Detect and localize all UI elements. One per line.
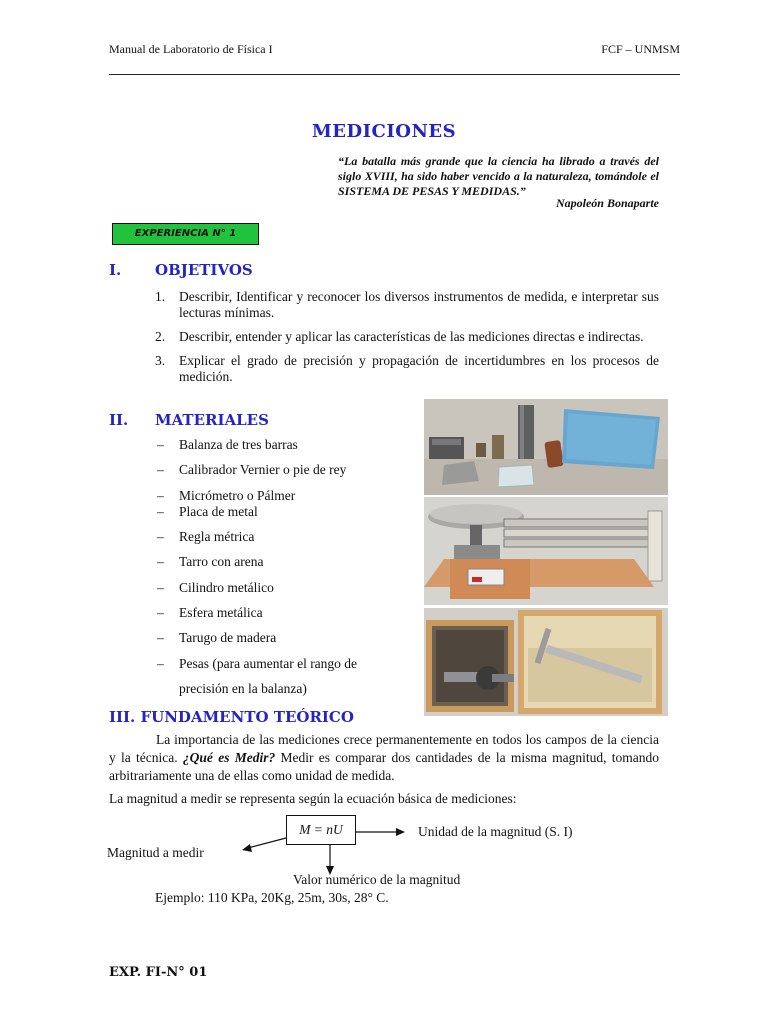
header-left: Manual de Laboratorio de Física I [109, 42, 273, 56]
material-item: – Regla métrica [157, 529, 255, 544]
example-line: Ejemplo: 110 KPa, 20Kg, 25m, 30s, 28° C. [155, 890, 389, 905]
section-title-materiales: MATERIALES [155, 411, 269, 429]
material-item: – Cilindro metálico [157, 580, 274, 595]
balance-photo [424, 497, 668, 605]
page-title: MEDICIONES [311, 121, 457, 142]
material-item: – Placa de metal [157, 504, 258, 519]
material-item: – Pesas (para aumentar el rango de [157, 656, 358, 671]
footer-label: EXP. FI-N° 01 [109, 965, 208, 980]
objetivo-item [155, 353, 659, 385]
material-item: – Tarugo de madera [157, 630, 277, 645]
objetivo-item [155, 329, 659, 345]
section-title-objetivos: OBJETIVOS [155, 261, 253, 279]
fundamento-paragraph [109, 731, 659, 785]
section-number-materiales: II. [109, 411, 129, 429]
equation-box: M = nU [286, 815, 356, 845]
objetivo-text: Describir, Identificar y reconocer los diversos instrumentos de medida, e interpretar sus lecturas mínimas. [179, 289, 659, 320]
objetivo-text: Describir, entender y aplicar las características de las mediciones directas e indirectas. [179, 329, 644, 344]
triple-beam-balance-illustration [424, 497, 668, 605]
value-label: Valor numérico de la magnitud [293, 872, 461, 887]
fundamento-text-a: La importancia de las mediciones crece permanentemente en todos los campos de la ciencia y la técnica. [109, 732, 659, 765]
objetivos-list [155, 289, 659, 385]
section-number-objetivos: I. [109, 261, 122, 279]
header-right: FCF – UNMSM [601, 42, 680, 56]
objetivo-number: 2. [155, 329, 166, 344]
equation-intro: La magnitud a medir se representa según la ecuación básica de mediciones: [109, 791, 517, 806]
quote-author: Napoleón Bonaparte [555, 196, 659, 210]
header-divider [109, 74, 680, 75]
quote-text: “La batalla más grande que la ciencia ha librado a través del siglo XVIII, ha sido haber vencido a la naturaleza, tomándole el SISTEMA DE PESAS Y MEDIDAS.” [338, 154, 659, 198]
section-title-fundamento: III. FUNDAMENTO TEÓRICO [109, 708, 354, 726]
vernier-micrometer-illustration [424, 608, 668, 716]
material-item: – Balanza de tres barras [157, 437, 298, 452]
instruments-photo [424, 608, 668, 716]
magnitude-label: Magnitud a medir [107, 845, 204, 860]
experience-badge: EXPERIENCIA N° 1 [112, 223, 259, 245]
material-item: – Calibrador Vernier o pie de rey [157, 462, 347, 477]
objetivo-text: Explicar el grado de precisión y propagación de incertidumbres en los procesos de medición. [179, 353, 659, 384]
materials-photo [424, 399, 668, 495]
material-item: – Micrómetro o Pálmer [157, 488, 296, 503]
objetivo-number: 3. [155, 353, 166, 368]
equation-arrows [230, 820, 410, 880]
materials-illustration [424, 399, 668, 495]
objetivo-number: 1. [155, 289, 166, 304]
objetivo-item [155, 289, 659, 321]
material-item-continuation: precisión en la balanza) [179, 681, 307, 696]
fundamento-question: ¿Qué es Medir? [182, 750, 276, 765]
unit-label: Unidad de la magnitud (S. I) [418, 824, 573, 839]
fundamento-text-b: Medir es comparar dos cantidades de la misma magnitud, tomando arbitrariamente una de ellas como unidad de medida. [109, 750, 660, 783]
material-item: – Tarro con arena [157, 554, 264, 569]
material-item: – Esfera metálica [157, 605, 263, 620]
